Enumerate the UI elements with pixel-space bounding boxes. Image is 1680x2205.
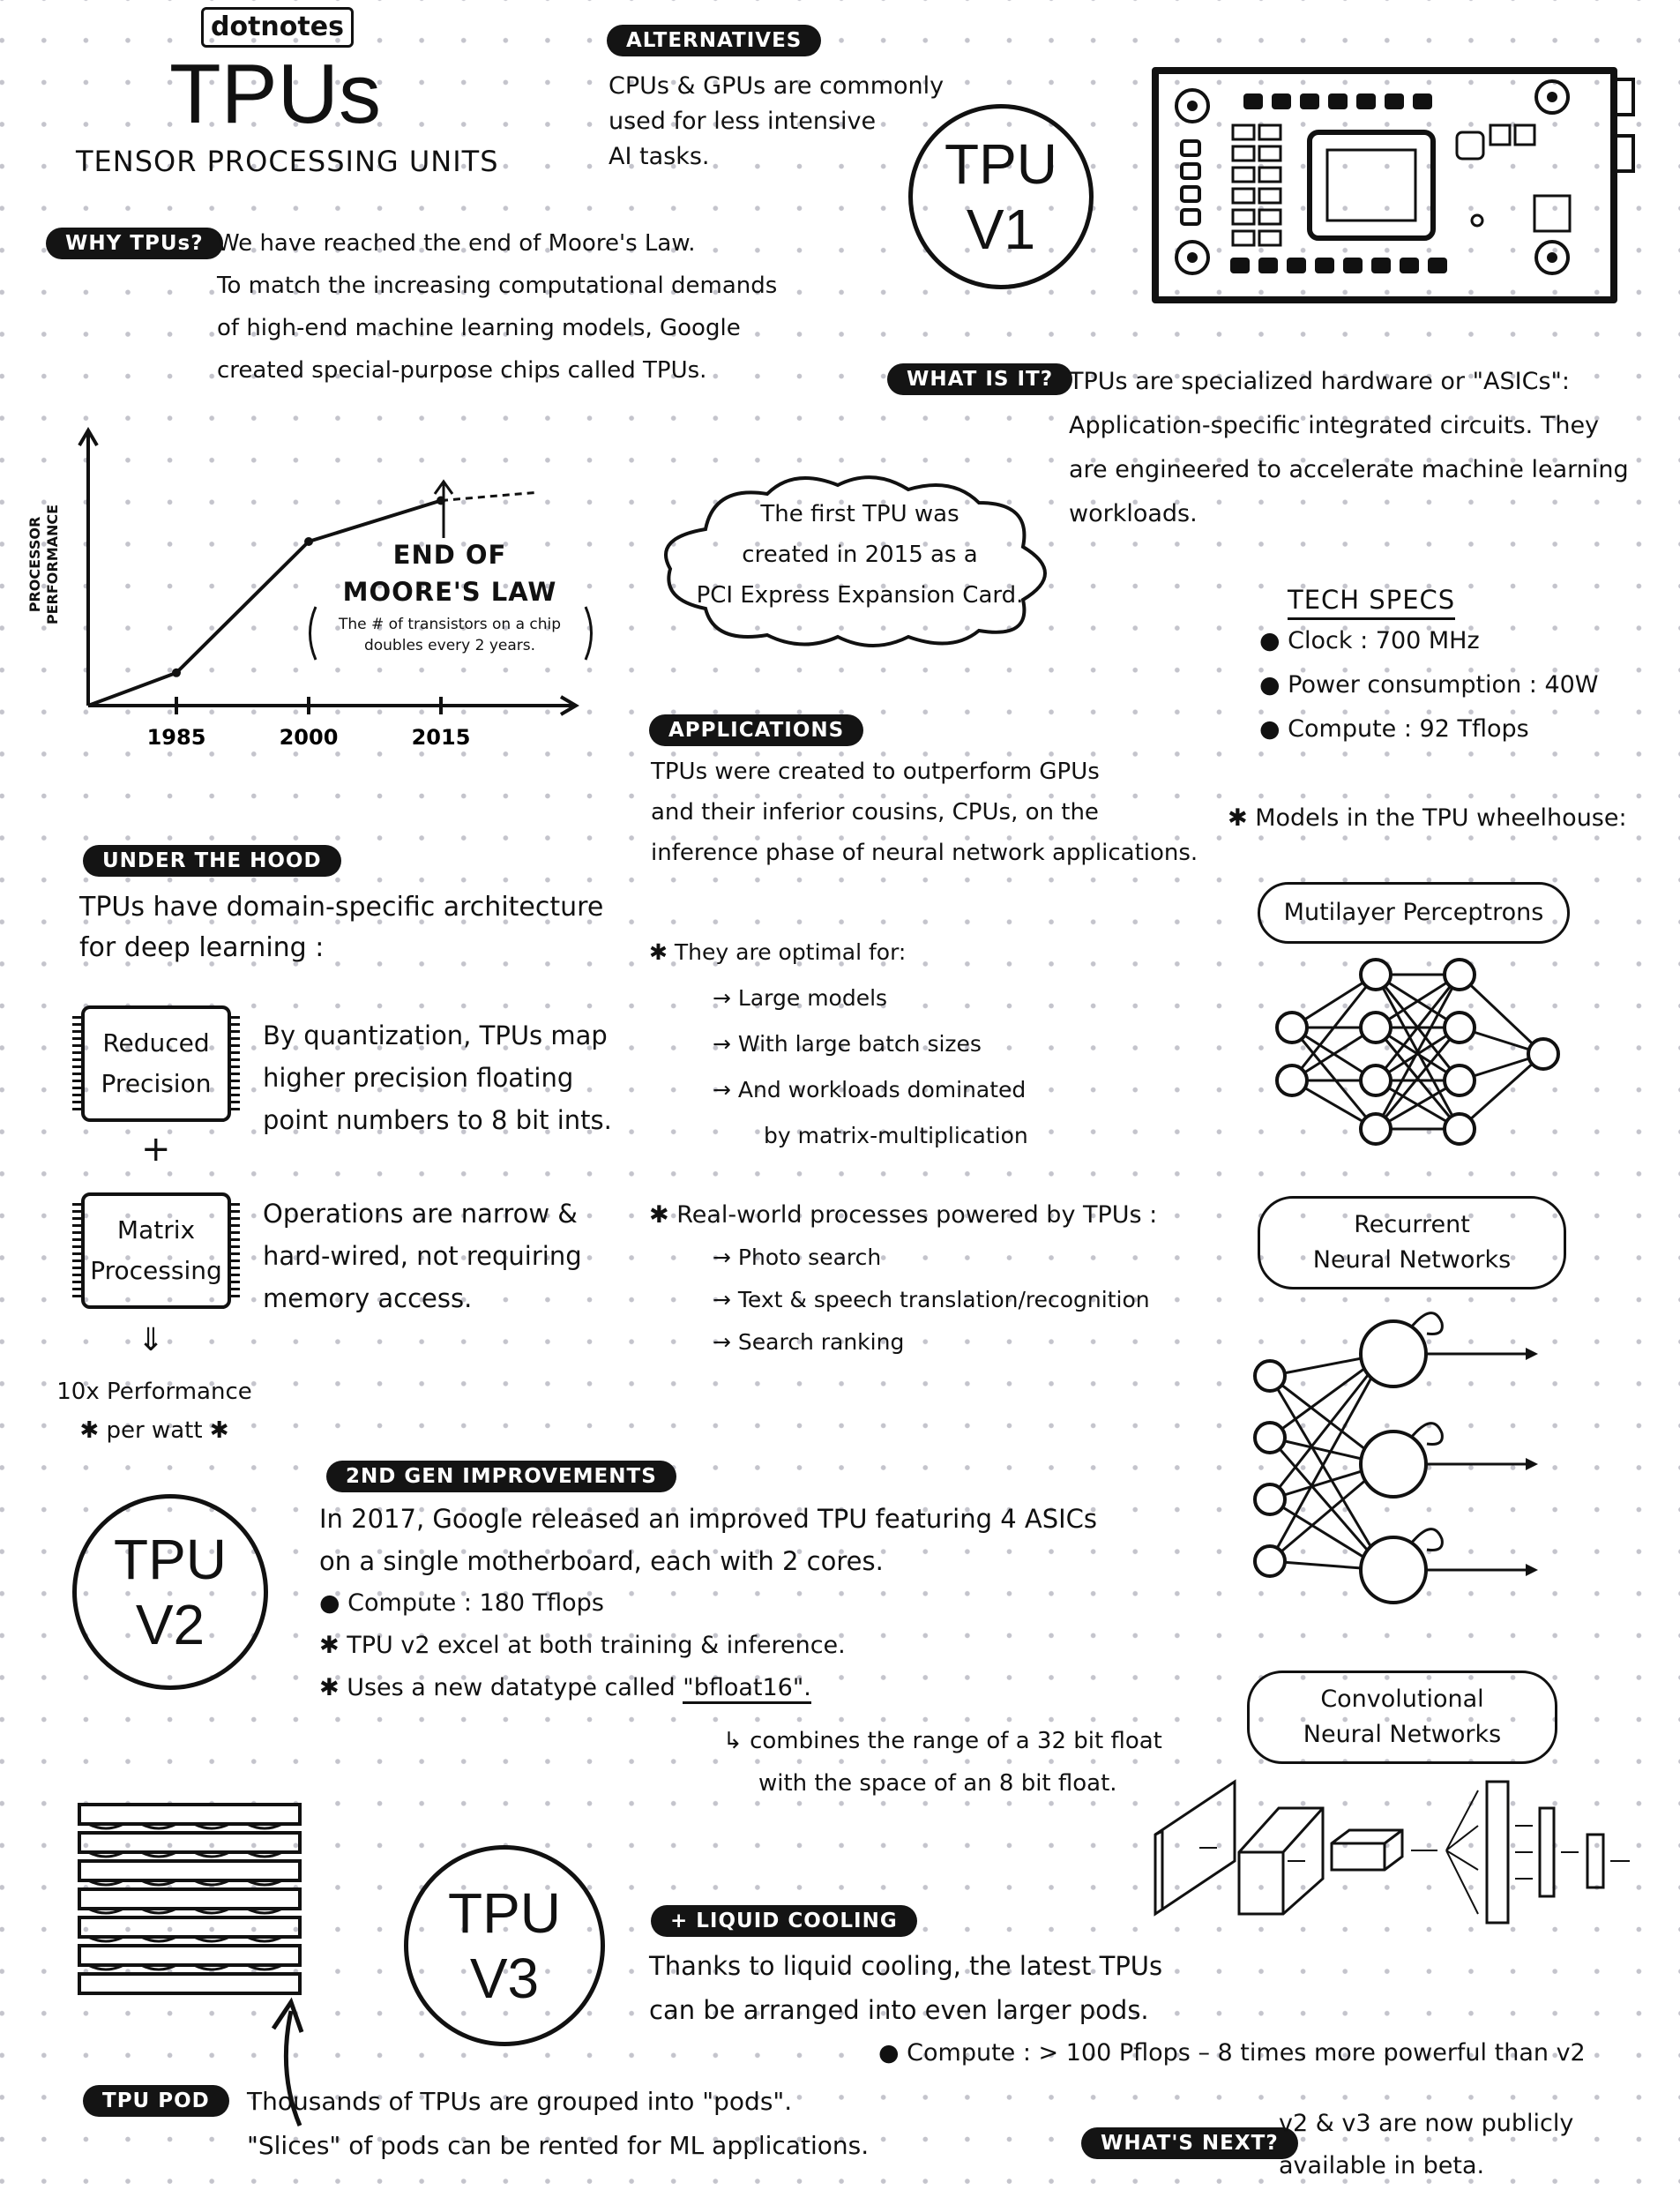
what-is-it-line: Application-specific integrated circuits. They (1069, 412, 1600, 439)
tech-spec-item (1259, 619, 1599, 663)
optimal-section (649, 930, 1028, 1159)
chart-annotation-note-line: doubles every 2 years. (363, 637, 536, 654)
asterisk-icon: ✱ (649, 939, 675, 965)
gen2-line: on a single motherboard, each with 2 cores. (319, 1546, 884, 1576)
mlp-diagram (1270, 953, 1570, 1147)
bullet-icon: ● (1259, 671, 1288, 699)
reduced-desc-line: higher precision floating (263, 1063, 574, 1093)
cloud-line: created in 2015 as a (742, 542, 978, 568)
applications-tag: APPLICATIONS (649, 714, 863, 746)
matrix-processing-chip (81, 1192, 231, 1309)
optimal-item: → Large models (713, 985, 888, 1011)
models-title: ✱ Models in the TPU wheelhouse: (1228, 804, 1627, 832)
bullet-icon: ● (319, 1589, 348, 1617)
cnn-diagram (1146, 1773, 1640, 1932)
cnn-label (1247, 1671, 1557, 1764)
tech-spec-text: Compute : 92 Tflops (1288, 715, 1529, 743)
tpu-v1-line2: V1 (966, 198, 1036, 261)
page-title: TPUs (169, 47, 381, 141)
rnn-diagram (1243, 1305, 1543, 1623)
arrow-right-icon: → (713, 985, 738, 1011)
reduced-precision-chip (81, 1005, 231, 1122)
performance-note (53, 1372, 256, 1450)
real-world-title: ✱ Real-world processes powered by TPUs : (649, 1201, 1158, 1229)
cooling-text (649, 1944, 1162, 2032)
chart-annotation-note (317, 614, 582, 656)
down-arrow-icon: ⇓ (138, 1322, 165, 1358)
chart-y-axis-label: PROCESSOR PERFORMANCE (26, 504, 61, 625)
tpu-v3-line2: V3 (469, 1947, 540, 2010)
alternatives-line: used for less intensive (609, 108, 877, 135)
data-point (172, 669, 181, 677)
mlp-label: Mutilayer Perceptrons (1258, 882, 1570, 944)
asterisk-icon: ✱ (319, 1674, 347, 1701)
tpu-v3-line1: TPU (448, 1881, 561, 1945)
tpu-pod-text (247, 2080, 869, 2168)
what-is-it-text (1069, 360, 1629, 536)
what-is-it-line: TPUs are specialized hardware or "ASICs": (1069, 368, 1571, 395)
applications-line: and their inferior cousins, CPUs, on the (651, 799, 1099, 826)
tech-spec-item (1259, 707, 1599, 751)
whats-next-line: v2 & v3 are now publicly (1279, 2110, 1574, 2137)
why-line: of high-end machine learning models, Google (217, 315, 741, 341)
bullet-icon: ● (878, 2039, 907, 2067)
whats-next-tag: WHAT'S NEXT? (1081, 2127, 1298, 2159)
tpu-v2-line1: TPU (114, 1528, 227, 1591)
whats-next-text (1279, 2103, 1573, 2187)
chart-annotation-title (317, 536, 582, 610)
matrix-processing-line: Matrix (116, 1215, 196, 1245)
why-line: To match the increasing computational demands (217, 273, 778, 299)
real-world-section (649, 1194, 1157, 1364)
arrow-right-icon: → (713, 1077, 738, 1102)
arrow-right-icon: → (713, 1287, 738, 1312)
real-world-item: → Text & speech translation/recognition (713, 1287, 1150, 1312)
asterisk-icon: ✱ (319, 1632, 347, 1659)
cnn-label-line: Neural Networks (1303, 1721, 1502, 1748)
applications-text (651, 751, 1198, 873)
cooling-compute: ● Compute : > 100 Pflops – 8 times more powerful than v2 (878, 2039, 1586, 2067)
arrow-return-icon: ↳ (723, 1728, 750, 1754)
tech-spec-text: Clock : 700 MHz (1288, 627, 1480, 654)
why-line: We have reached the end of Moore's Law. (217, 230, 696, 257)
tpu-pod-line: Thousands of TPUs are grouped into "pods". (247, 2087, 793, 2116)
gen2-line: ✱ TPU v2 excel at both training & inference. (319, 1632, 846, 1659)
tech-spec-text: Power consumption : 40W (1288, 671, 1599, 699)
hood-intro-line: for deep learning : (79, 932, 325, 963)
pci-card-illustration (1146, 62, 1640, 309)
rnn-label-line: Recurrent (1354, 1211, 1470, 1238)
tpu-pod-tag: TPU POD (83, 2085, 229, 2117)
reduced-precision-line: Reduced (102, 1028, 210, 1058)
chart-annotation-line: MOORE'S LAW (342, 577, 557, 607)
gen2-sub (723, 1720, 1162, 1805)
applications-line: TPUs were created to outperform GPUs (651, 759, 1100, 785)
moore-chart (0, 0, 617, 794)
tech-specs-list (1259, 619, 1599, 751)
bfloat16-highlight: "bfloat16". (683, 1674, 811, 1704)
hood-intro-line: TPUs have domain-specific architecture (79, 892, 604, 923)
chart-annotation-note-line: The # of transistors on a chip (338, 616, 562, 633)
whats-next-line: available in beta. (1279, 2152, 1485, 2179)
bullet-icon: ● (1259, 627, 1288, 654)
x-tick-label: 2000 (279, 725, 339, 750)
matrix-processing-line: Processing (90, 1256, 222, 1285)
gen2-line: ● Compute : 180 Tflops (319, 1589, 604, 1617)
cloud-line: The first TPU was (760, 501, 959, 527)
cloud-line: PCI Express Expansion Card. (696, 582, 1024, 609)
what-is-it-tag: WHAT IS IT? (887, 363, 1072, 395)
performance-line: ✱ per watt ✱ (79, 1417, 229, 1444)
tech-specs-title: TECH SPECS (1288, 582, 1455, 620)
tpu-pod-line: "Slices" of pods can be rented for ML applications. (247, 2131, 870, 2160)
bullet-icon: ● (1259, 715, 1288, 743)
applications-line: inference phase of neural network applications. (651, 840, 1198, 866)
arrow-right-icon: → (713, 1031, 738, 1057)
gen2-tag: 2ND GEN IMPROVEMENTS (326, 1461, 676, 1492)
reduced-precision-line: Precision (101, 1069, 212, 1098)
hood-intro (79, 887, 603, 968)
optimal-title: ✱ They are optimal for: (649, 939, 907, 965)
alternatives-line: AI tasks. (609, 143, 710, 170)
x-tick-label: 2015 (411, 725, 471, 750)
x-tick-label: 1985 (146, 725, 206, 750)
cloud-text (661, 494, 1058, 616)
optimal-item: → And workloads dominated (713, 1077, 1027, 1102)
why-line: created special-purpose chips called TPUs. (217, 357, 707, 384)
matrix-desc-line: hard-wired, not requiring (263, 1241, 582, 1271)
gen2-sub-line: with the space of an 8 bit float. (758, 1770, 1117, 1797)
asterisk-icon: ✱ (649, 1201, 677, 1229)
arrow-right-icon: → (713, 1245, 738, 1270)
asterisk-icon: ✱ (1228, 804, 1256, 832)
tpu-v1-line1: TPU (945, 132, 1057, 196)
cooling-tag: + LIQUID COOLING (651, 1905, 917, 1937)
alternatives-line: CPUs & GPUs are commonly (609, 72, 945, 100)
matrix-desc-line: Operations are narrow & (263, 1199, 578, 1229)
gen2-text (319, 1498, 1097, 1709)
page-subtitle: TENSOR PROCESSING UNITS (76, 145, 499, 178)
what-is-it-line: workloads. (1069, 500, 1198, 527)
rnn-label-line: Neural Networks (1312, 1246, 1512, 1274)
reduced-desc-line: By quantization, TPUs map (263, 1020, 608, 1050)
matrix-processing-desc (263, 1192, 582, 1319)
gen2-line: In 2017, Google released an improved TPU featuring 4 ASICs (319, 1504, 1098, 1534)
tpu-v1-badge (908, 104, 1094, 289)
brand-logo: dotnotes (201, 7, 354, 48)
data-point (304, 537, 313, 546)
arrow-right-icon: → (713, 1329, 738, 1355)
alternatives-tag: ALTERNATIVES (607, 25, 821, 56)
plus-sign: + (141, 1129, 171, 1170)
performance-line: 10x Performance (56, 1379, 252, 1405)
gen2-line: ✱ Uses a new datatype called "bfloat16". (319, 1667, 1097, 1709)
tpu-v3-badge (404, 1845, 605, 2046)
optimal-item-cont: by matrix-multiplication (764, 1123, 1028, 1148)
chart-annotation-line: END OF (392, 540, 507, 570)
what-is-it-line: are engineered to accelerate machine learning (1069, 456, 1629, 483)
reduced-desc-line: point numbers to 8 bit ints. (263, 1105, 612, 1135)
cooling-line: can be arranged into even larger pods. (649, 1995, 1149, 2025)
matrix-desc-line: memory access. (263, 1283, 473, 1313)
under-hood-tag: UNDER THE HOOD (83, 845, 341, 877)
tech-spec-item (1259, 663, 1599, 707)
rnn-label (1258, 1196, 1566, 1289)
why-tag: WHY TPUs? (46, 228, 223, 259)
tpu-pod-illustration (71, 1796, 317, 2025)
alternatives-text (609, 69, 944, 175)
projected-line (441, 492, 538, 500)
cnn-label-line: Convolutional (1320, 1686, 1484, 1713)
tpu-v2-badge (72, 1494, 268, 1690)
gen2-sub-line: ↳ combines the range of a 32 bit float (723, 1728, 1162, 1754)
reduced-precision-desc (263, 1014, 612, 1141)
asterisk-icon: ✱ (202, 1417, 229, 1444)
real-world-item: → Photo search (713, 1245, 882, 1270)
asterisk-icon: ✱ (79, 1417, 107, 1444)
tpu-v2-line2: V2 (135, 1593, 205, 1656)
optimal-item: → With large batch sizes (713, 1031, 982, 1057)
real-world-item: → Search ranking (713, 1329, 905, 1355)
cooling-line: Thanks to liquid cooling, the latest TPUs (649, 1951, 1163, 1981)
